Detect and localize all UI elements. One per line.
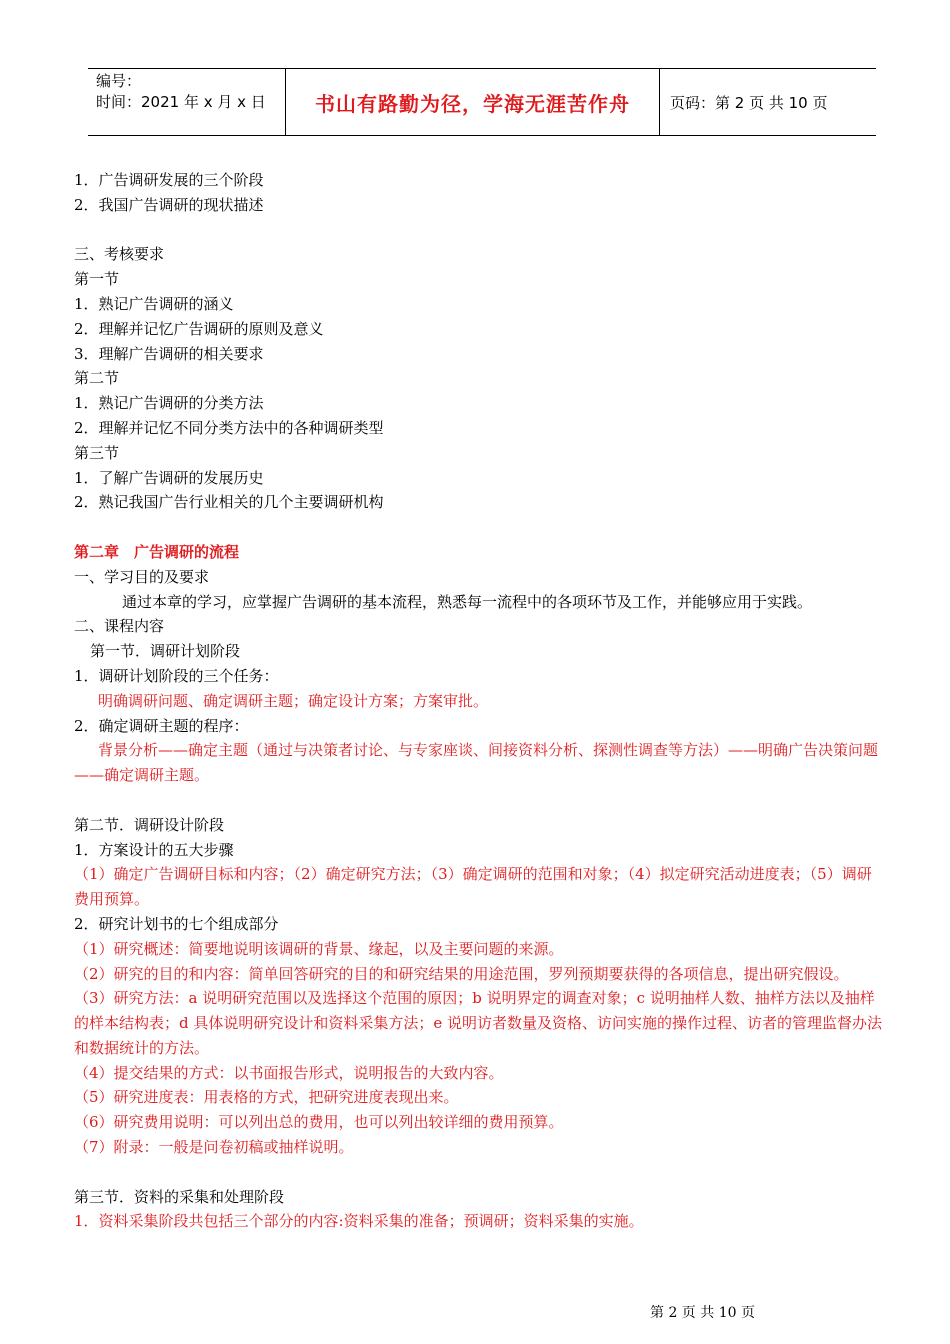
header-meta <box>88 69 286 135</box>
highlight-paragraph: （4）提交结果的方式：以书面报告形式，说明报告的大致内容。 <box>74 1063 504 1082</box>
subsection-heading: 第三节．资料的采集和处理阶段 <box>74 1187 285 1206</box>
text-line: 1．调研计划阶段的三个任务： <box>74 666 279 685</box>
text-line: 1．熟记广告调研的分类方法 <box>74 394 264 413</box>
text-line: 2．研究计划书的七个组成部分 <box>74 914 279 933</box>
text-line: 2．熟记我国广告行业相关的几个主要调研机构 <box>74 493 384 512</box>
text-line: 1．了解广告调研的发展历史 <box>74 468 264 487</box>
highlight-paragraph: （5）研究进度表：用表格的方式，把研究进度表现出来。 <box>74 1088 459 1107</box>
time-label: 时间：2021 年 x 月 x 日 <box>96 93 266 111</box>
page-header <box>88 68 876 136</box>
chapter-title: 第二章 广告调研的流程 <box>74 542 240 561</box>
text-line: 1．方案设计的五大步骤 <box>74 840 234 859</box>
section-heading: 一、学习目的及要求 <box>74 567 210 586</box>
subsection-heading: 第三节 <box>74 443 120 462</box>
paragraph: 通过本章的学习，应掌握广告调研的基本流程，熟悉每一流程中的各项环节及工作，并能够应用于实践。 <box>122 592 813 611</box>
highlight-paragraph: （6）研究费用说明：可以列出总的费用，也可以列出较详细的费用预算。 <box>74 1113 564 1132</box>
highlight-paragraph: （3）研究方法：a 说明研究范围以及选择这个范围的原因；b 说明界定的调查对象；c 说明抽样人数、抽样方法以及抽样的样本结构表；d 具体说明研究设计和资料采集方法；e 说明访者数量及资格、访问实施的操作过程、访者的管理监督办法和数据统计的方法。 <box>74 989 883 1057</box>
text-line: 2．理解并记忆广告调研的原则及意义 <box>74 319 324 338</box>
section-heading: 二、课程内容 <box>74 617 165 636</box>
highlight-line: 1．资料采集阶段共包括三个部分的内容:资料采集的准备；预调研；资料采集的实施。 <box>74 1212 644 1231</box>
text-line: 2．确定调研主题的程序： <box>74 716 249 735</box>
text-line: 2．理解并记忆不同分类方法中的各种调研类型 <box>74 418 384 437</box>
document-body <box>74 168 884 1234</box>
highlight-paragraph: （2）研究的目的和内容：简单回答研究的目的和研究结果的用途范围，罗列预期要获得的各项信息，提出研究假设。 <box>74 964 849 983</box>
highlight-paragraph: 背景分析——确定主题（通过与决策者讨论、与专家座谈、间接资料分析、探测性调查等方法）——明确广告决策问题——确定调研主题。 <box>74 741 879 785</box>
page-footer: 第 2 页 共 10 页 <box>650 1305 755 1321</box>
text-line: 3．理解广告调研的相关要求 <box>74 344 264 363</box>
highlight-paragraph: （1）研究概述：简要地说明该调研的背景、缘起，以及主要问题的来源。 <box>74 939 564 958</box>
subsection-heading: 第二节 <box>74 369 120 388</box>
text-line: 1．熟记广告调研的涵义 <box>74 294 234 313</box>
subsection-heading: 第二节．调研设计阶段 <box>74 815 225 834</box>
subsection-heading: 第一节．调研计划阶段 <box>90 642 241 661</box>
highlight-line: 明确调研问题、确定调研主题；确定设计方案；方案审批。 <box>98 691 489 710</box>
header-page-number: 页码：第 2 页 共 10 页 <box>670 93 828 112</box>
highlight-paragraph: （1）确定广告调研目标和内容；（2）确定研究方法；（3）确定调研的范围和对象；（4）拟定研究活动进度表；（5）调研费用预算。 <box>74 865 872 909</box>
highlight-paragraph: （7）附录：一般是问卷初稿或抽样说明。 <box>74 1138 354 1157</box>
subsection-heading: 第一节 <box>74 270 120 289</box>
section-heading: 三、考核要求 <box>74 245 165 264</box>
text-line: 1．广告调研发展的三个阶段 <box>74 171 264 189</box>
text-line: 2．我国广告调研的现状描述 <box>74 195 264 214</box>
header-motto: 书山有路勤为径，学海无涯苦作舟 <box>286 69 660 135</box>
code-label: 编号： <box>96 72 142 90</box>
